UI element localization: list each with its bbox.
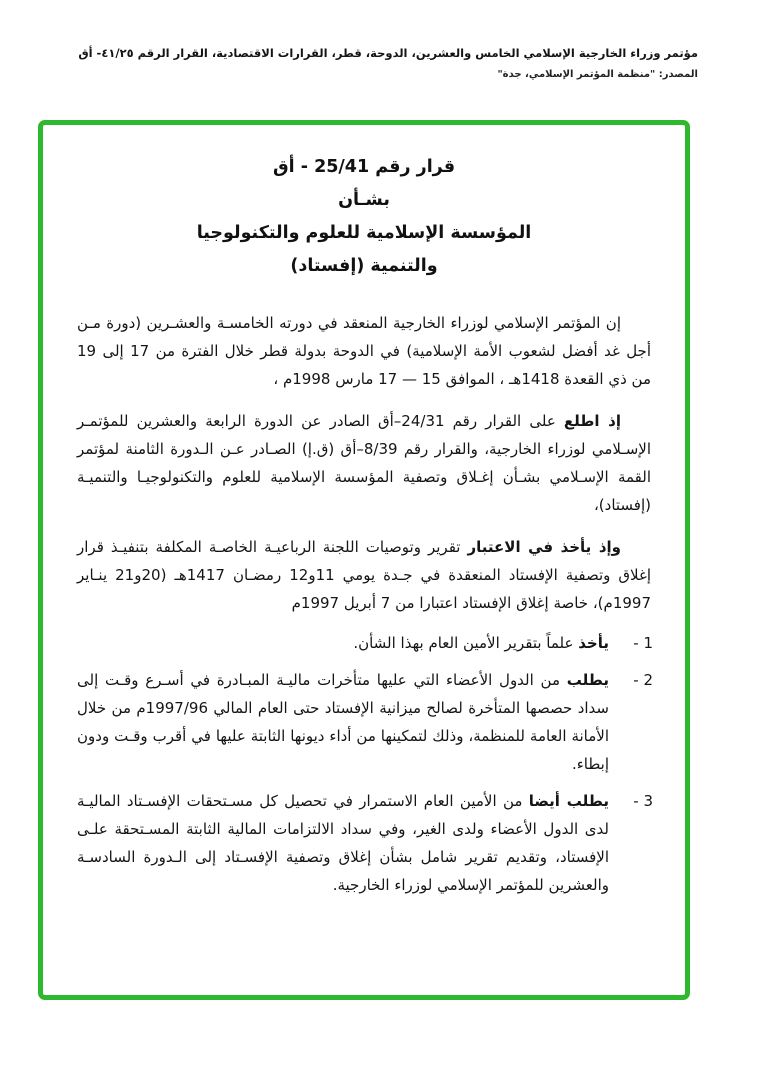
resolution-subject-line1: المؤسسة الإسلامية للعلوم والتكنولوجيا — [196, 223, 532, 243]
header-citation-line: مؤتمر وزراء الخارجية الإسلامي الخامس والعشرين، الدوحة، قطر، القرارات الاقتصادية، القرار الرقم ٤١/٢٥- أق — [78, 46, 698, 60]
item-3-lead: يطلب أيضا — [528, 792, 609, 810]
resolution-title — [73, 151, 655, 283]
reference-paragraph — [77, 407, 651, 519]
reference-text: على القرار رقم 24/31–أق الصادر عن الدورة الرابعة والعشرين للمؤتمـر الإسـلامي لوزراء الخارجية، والقرار رقم 8/39–أق (ق.إ) الصـادر عـن الـدورة الثامنة لمؤتمر القمة الإسـلامي بشـأن إغـلاق وتصفية المؤسسة الإسلامية للعلوم والتكنولوجيـا والتنميـة (إفستاد)، — [77, 412, 651, 514]
item-1-body: علماً بتقرير الأمين العام بهذا الشأن. — [353, 634, 574, 652]
content-border-box — [38, 120, 690, 1000]
item-3-number: 3 - — [633, 792, 653, 810]
resolution-subject-line2: والتنمية (إفستاد) — [290, 256, 438, 276]
resolution-item-2 — [73, 666, 655, 778]
item-2-body: من الدول الأعضاء التي عليها متأخرات ماليـة المبـادرة في أسـرع وقـت إلى سداد حصصها المتأخرة لصالح ميزانية الإفستاد حتى العام المالي 1997/96م من خلال الأمانة العامة للمنظمة، وذلك لتمكينها من أداء ديونها الثابتة عليها في أقرب وقـت ودون إبطاء. — [77, 671, 609, 773]
item-1-number: 1 - — [633, 634, 653, 652]
resolution-item-1 — [73, 629, 655, 657]
header-source-line: المصدر: "منظمة المؤتمر الإسلامي، جدة" — [497, 69, 698, 80]
item-3-text — [73, 787, 609, 899]
consideration-paragraph — [77, 533, 651, 617]
item-1-lead: يأخذ — [578, 634, 609, 652]
resolution-number-line: قرار رقم 25/41 - أق — [272, 157, 456, 177]
item-3-body: من الأمين العام الاستمرار في تحصيل كل مسـتحقات الإفسـتاد الماليـة لدى الدول الأعضاء ولدى الغير، وفي سداد الالتزامات المالية الثابتة المسـتحقة علـى الإفستاد، وتقديم تقرير شامل بشأن إغلاق وتصفية الإفسـتاد إلى الـدورة السادسـة والعشرين للمؤتمر الإسلامي لوزراء الخارجية. — [77, 792, 609, 894]
document-header — [55, 46, 698, 80]
consideration-text: تقرير وتوصيات اللجنة الرباعيـة الخاصـة المكلفة بتنفيـذ قرار إغلاق وتصفية الإفستاد المنعقدة في جـدة يومي 11و12 رمضـان 1417هـ (20و21 ينـاير 1997م)، خاصة إغلاق الإفستاد اعتبارا من 7 أبريل 1997م — [77, 538, 651, 612]
resolution-items — [73, 629, 655, 899]
preamble-text: إن المؤتمر الإسلامي لوزراء الخارجية المنعقد في دورته الخامسـة والعشـرين (دورة مـن أجل غد أفضل لشعوب الأمة الإسلامية) في الدوحة بدولة قطر خلال الفترة من 17 إلى 19 من ذي القعدة 1418هـ ، الموافق 15 — 17 مارس 1998م ، — [77, 314, 651, 388]
preamble-paragraph — [77, 309, 651, 393]
item-2-text — [73, 666, 609, 778]
item-2-lead: يطلب — [566, 671, 609, 689]
reference-lead: إذ اطلع — [563, 412, 621, 430]
resolution-regarding-line: بشـأن — [338, 190, 390, 210]
consideration-lead: وإذ يأخذ في الاعتبار — [467, 538, 621, 556]
item-1-text — [73, 629, 609, 657]
resolution-item-3 — [73, 787, 655, 899]
resolution-body — [73, 309, 655, 899]
item-2-number: 2 - — [633, 671, 653, 689]
